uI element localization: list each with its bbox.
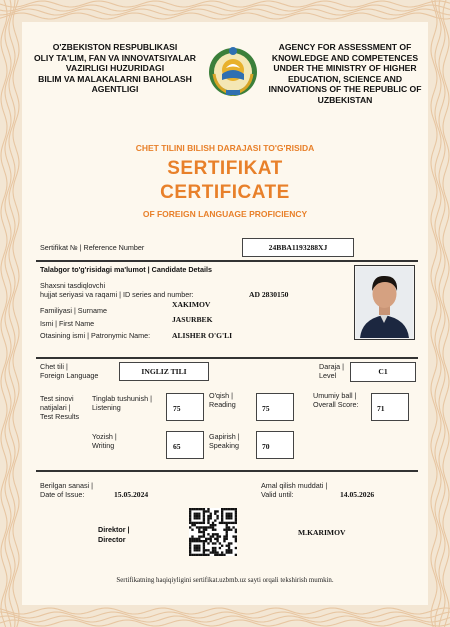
qr-module xyxy=(210,538,212,540)
valid-until-label-line1: Amal qilish muddati | xyxy=(261,481,328,490)
language-label-line1: Chet tili | xyxy=(40,362,68,371)
writing-label-line2: Writing xyxy=(92,441,115,450)
qr-module xyxy=(198,549,200,551)
qr-module xyxy=(221,508,223,510)
qr-module xyxy=(196,526,198,528)
qr-module xyxy=(216,538,218,540)
qr-module xyxy=(191,554,193,556)
qr-module xyxy=(189,551,191,553)
verification-note: Sertifikatning haqiqiyligini sertifikat.uzbmb.uz sayti orqali tekshirish mumkin. xyxy=(116,577,334,584)
listening-label-line2: Listening xyxy=(92,403,121,412)
qr-module xyxy=(230,529,232,531)
qr-module xyxy=(198,526,200,528)
qr-module xyxy=(219,535,221,537)
qr-module xyxy=(203,545,205,547)
speaking-score: 70 xyxy=(256,431,294,459)
qr-module xyxy=(194,515,196,517)
qr-module xyxy=(219,542,221,544)
qr-module xyxy=(221,510,223,512)
qr-module xyxy=(194,524,196,526)
qr-module xyxy=(207,515,209,517)
qr-module xyxy=(235,538,237,540)
qr-module xyxy=(214,549,216,551)
writing-label-line1: Yozish | xyxy=(92,432,117,441)
issuer-right-title: AGENCY FOR ASSESSMENT OF KNOWLEDGE AND COMPETENCES UNDER THE MINISTRY OF HIGHER EDUCATION, SCIENCE AND INNOVATIONS OF THE REPUBLIC OF UZBEKISTAN xyxy=(268,42,422,105)
qr-module xyxy=(207,519,209,521)
qr-module xyxy=(196,549,198,551)
qr-module xyxy=(228,522,230,524)
qr-module xyxy=(235,522,237,524)
level-label-line1: Daraja | xyxy=(319,362,345,371)
qr-module xyxy=(212,547,214,549)
qr-module xyxy=(207,522,209,524)
qr-module xyxy=(216,515,218,517)
qr-module xyxy=(232,535,234,537)
qr-module xyxy=(212,535,214,537)
qr-module xyxy=(216,535,218,537)
qr-module xyxy=(189,519,191,521)
qr-module xyxy=(230,549,232,551)
qr-module xyxy=(196,522,198,524)
qr-module xyxy=(198,545,200,547)
qr-module xyxy=(198,535,200,537)
qr-module xyxy=(212,529,214,531)
qr-module xyxy=(194,540,196,542)
qr-module xyxy=(216,551,218,553)
director-label-line2: Director xyxy=(98,535,126,544)
test-results-label-line3: Test Results xyxy=(40,412,80,421)
qr-module xyxy=(189,554,191,556)
qr-module xyxy=(200,540,202,542)
qr-module xyxy=(210,517,212,519)
qr-module xyxy=(210,524,212,526)
qr-module xyxy=(235,529,237,531)
qr-module xyxy=(198,529,200,531)
overall-label-line2: Overall Score: xyxy=(313,400,359,409)
qr-module xyxy=(228,547,230,549)
qr-module xyxy=(228,517,230,519)
qr-module xyxy=(226,551,228,553)
qr-module xyxy=(200,531,202,533)
qr-module xyxy=(198,515,200,517)
qr-module xyxy=(228,551,230,553)
overall-label-line1: Umumiy ball | xyxy=(313,391,357,400)
qr-module xyxy=(189,542,191,544)
qr-module xyxy=(196,515,198,517)
writing-score: 65 xyxy=(166,431,204,459)
qr-module xyxy=(235,540,237,542)
qr-module xyxy=(214,519,216,521)
qr-module xyxy=(203,540,205,542)
issuer-left-title: O'ZBEKISTON RESPUBLIKASI OLIY TA'LIM, FAN VA INNOVATSIYALAR VAZIRLIGI HUZURIDAGI BILIM VA MALAKALARNI BAHOLASH AGENTLIGI xyxy=(34,42,196,94)
qr-module xyxy=(223,540,225,542)
qr-module xyxy=(210,551,212,553)
qr-module xyxy=(196,538,198,540)
qr-module xyxy=(189,545,191,547)
qr-module xyxy=(212,533,214,535)
qr-module xyxy=(235,519,237,521)
title-subtitle-uz: CHET TILINI BILISH DARAJASI TO'G'RISIDA xyxy=(135,143,315,153)
qr-module xyxy=(214,551,216,553)
qr-module xyxy=(235,554,237,556)
qr-module xyxy=(198,531,200,533)
reading-score: 75 xyxy=(256,393,294,421)
qr-module xyxy=(230,542,232,544)
qr-module xyxy=(191,535,193,537)
test-results-label-line2: natijalari | xyxy=(40,403,71,412)
issue-date-label-line1: Berilgan sanasi | xyxy=(40,481,94,490)
candidate-section-title: Talabgor to'g'risidagi ma'lumot | Candidate Details xyxy=(40,265,212,274)
qr-module xyxy=(203,547,205,549)
qr-module xyxy=(207,533,209,535)
surname-label: Familiyasi | Surname xyxy=(40,306,107,315)
qr-module xyxy=(226,538,228,540)
qr-module xyxy=(212,549,214,551)
qr-module xyxy=(203,554,205,556)
qr-module xyxy=(221,522,223,524)
id-label-line2: hujjat seriyasi va raqami | ID series and number: xyxy=(40,290,194,299)
qr-module xyxy=(200,522,202,524)
qr-module xyxy=(228,526,230,528)
qr-module xyxy=(191,538,193,540)
qr-module xyxy=(214,533,216,535)
qr-module xyxy=(221,515,223,517)
qr-module xyxy=(221,554,223,556)
qr-module xyxy=(235,535,237,537)
qr-module xyxy=(198,554,200,556)
qr-module xyxy=(228,513,230,515)
qr-module xyxy=(189,547,191,549)
qr-module xyxy=(203,542,205,544)
reference-number-label: Sertifikat № | Reference Number xyxy=(40,243,145,252)
qr-module xyxy=(196,547,198,549)
qr-module xyxy=(226,524,228,526)
qr-module xyxy=(228,508,230,510)
qr-module xyxy=(196,508,198,510)
qr-module xyxy=(198,540,200,542)
qr-module xyxy=(228,515,230,517)
qr-module xyxy=(212,542,214,544)
qr-module xyxy=(189,510,191,512)
patronymic-label: Otasining ismi | Patronymic Name: xyxy=(40,331,151,340)
qr-module xyxy=(216,517,218,519)
surname-value: XAKIMOV xyxy=(172,300,211,309)
qr-module xyxy=(219,547,221,549)
qr-module xyxy=(198,522,200,524)
qr-module xyxy=(210,535,212,537)
qr-module xyxy=(198,508,200,510)
reference-number-value: 24BBA1193288XJ xyxy=(242,238,354,257)
qr-module xyxy=(189,515,191,517)
qr-module xyxy=(196,513,198,515)
qr-module xyxy=(223,522,225,524)
state-emblem-icon xyxy=(206,44,260,98)
valid-until-label-line2: Valid until: xyxy=(261,490,294,499)
qr-module xyxy=(194,517,196,519)
qr-module xyxy=(191,540,193,542)
speaking-label-line2: Speaking xyxy=(209,441,239,450)
qr-module xyxy=(191,522,193,524)
level-value: C1 xyxy=(350,362,416,382)
qr-module xyxy=(223,554,225,556)
id-value: AD 2830150 xyxy=(249,290,289,299)
director-label-line1: Direktor | xyxy=(98,525,130,534)
qr-module xyxy=(232,526,234,528)
patronymic-value: ALISHER O'G'LI xyxy=(172,331,233,340)
qr-module xyxy=(207,517,209,519)
level-label-line2: Level xyxy=(319,371,337,380)
qr-module xyxy=(221,517,223,519)
qr-module xyxy=(226,529,228,531)
qr-module xyxy=(194,545,196,547)
divider-top xyxy=(36,260,418,262)
qr-module xyxy=(226,531,228,533)
qr-module xyxy=(198,513,200,515)
qr-module xyxy=(235,515,237,517)
qr-module xyxy=(235,513,237,515)
qr-module xyxy=(203,529,205,531)
director-name: M.KARIMOV xyxy=(298,528,346,537)
qr-module xyxy=(194,549,196,551)
qr-module xyxy=(212,522,214,524)
qr-module xyxy=(235,531,237,533)
qr-module xyxy=(226,549,228,551)
qr-module xyxy=(194,554,196,556)
listening-score: 75 xyxy=(166,393,204,421)
qr-module xyxy=(214,529,216,531)
qr-module xyxy=(200,526,202,528)
qr-module xyxy=(194,538,196,540)
qr-module xyxy=(207,542,209,544)
qr-module xyxy=(189,513,191,515)
test-results-label-line1: Test sinovi xyxy=(40,394,74,403)
qr-module xyxy=(226,545,228,547)
overall-score: 71 xyxy=(371,393,409,421)
title-main-en: CERTIFICATE xyxy=(160,182,290,203)
qr-module xyxy=(198,517,200,519)
qr-module xyxy=(232,508,234,510)
qr-module xyxy=(226,526,228,528)
divider-bottom xyxy=(36,470,418,472)
title-subtitle-en: OF FOREIGN LANGUAGE PROFICIENCY xyxy=(142,209,308,219)
qr-module xyxy=(223,538,225,540)
qr-module xyxy=(196,545,198,547)
qr-module xyxy=(230,513,232,515)
qr-module xyxy=(210,513,212,515)
first-name-label: Ismi | First Name xyxy=(40,319,95,328)
qr-module xyxy=(207,549,209,551)
qr-module xyxy=(207,554,209,556)
qr-module xyxy=(214,542,216,544)
qr-module xyxy=(214,547,216,549)
qr-module xyxy=(205,529,207,531)
qr-module xyxy=(210,526,212,528)
qr-module xyxy=(223,535,225,537)
qr-module xyxy=(221,545,223,547)
qr-module xyxy=(205,538,207,540)
divider-middle xyxy=(36,357,418,359)
qr-module xyxy=(203,533,205,535)
title-main-uz: SERTIFIKAT xyxy=(167,158,283,179)
language-value: INGLIZ TILI xyxy=(119,362,209,381)
qr-module xyxy=(230,517,232,519)
qr-module xyxy=(210,515,212,517)
qr-module xyxy=(203,551,205,553)
qr-module xyxy=(212,526,214,528)
qr-module xyxy=(228,542,230,544)
qr-module xyxy=(205,526,207,528)
qr-code-icon xyxy=(189,508,237,556)
issue-date-value: 15.05.2024 xyxy=(114,490,149,499)
qr-module xyxy=(235,510,237,512)
qr-module xyxy=(205,510,207,512)
qr-module xyxy=(196,554,198,556)
qr-module xyxy=(226,513,228,515)
qr-module xyxy=(219,554,221,556)
qr-module xyxy=(230,508,232,510)
qr-module xyxy=(214,510,216,512)
qr-module xyxy=(226,522,228,524)
valid-until-value: 14.05.2026 xyxy=(340,490,375,499)
qr-module xyxy=(226,517,228,519)
qr-module xyxy=(207,538,209,540)
qr-module xyxy=(207,508,209,510)
qr-module xyxy=(214,554,216,556)
language-label-line2: Foreign Language xyxy=(40,371,99,380)
reading-label-line2: Reading xyxy=(209,400,236,409)
qr-module xyxy=(194,508,196,510)
qr-module xyxy=(203,526,205,528)
qr-module xyxy=(200,535,202,537)
qr-module xyxy=(214,513,216,515)
qr-module xyxy=(189,549,191,551)
qr-module xyxy=(200,554,202,556)
qr-module xyxy=(207,510,209,512)
qr-module xyxy=(221,513,223,515)
qr-module xyxy=(205,549,207,551)
qr-module xyxy=(200,508,202,510)
qr-module xyxy=(194,547,196,549)
listening-label-line1: Tinglab tushunish | xyxy=(92,394,152,403)
qr-module xyxy=(189,540,191,542)
qr-module xyxy=(216,540,218,542)
id-label-line1: Shaxsni tasdiqlovchi xyxy=(40,281,106,290)
qr-module xyxy=(216,533,218,535)
qr-module xyxy=(210,540,212,542)
qr-module xyxy=(235,547,237,549)
qr-module xyxy=(232,522,234,524)
reading-label-line1: O'qish | xyxy=(209,391,234,400)
first-name-value: JASURBEK xyxy=(172,315,213,324)
qr-module xyxy=(205,540,207,542)
qr-module xyxy=(194,513,196,515)
qr-module xyxy=(189,526,191,528)
qr-module xyxy=(198,547,200,549)
qr-module xyxy=(235,517,237,519)
qr-module xyxy=(194,522,196,524)
qr-module xyxy=(212,524,214,526)
qr-module xyxy=(212,551,214,553)
issue-date-label-line2: Date of Issue: xyxy=(40,490,85,499)
qr-module xyxy=(203,515,205,517)
qr-module xyxy=(230,522,232,524)
candidate-photo-icon xyxy=(354,265,415,340)
qr-module xyxy=(205,554,207,556)
qr-module xyxy=(203,522,205,524)
qr-module xyxy=(226,533,228,535)
qr-module xyxy=(196,540,198,542)
qr-module xyxy=(189,517,191,519)
qr-module xyxy=(230,551,232,553)
qr-module xyxy=(216,554,218,556)
qr-module xyxy=(196,517,198,519)
qr-module xyxy=(221,519,223,521)
qr-module xyxy=(203,508,205,510)
qr-module xyxy=(203,513,205,515)
speaking-label-line1: Gapirish | xyxy=(209,432,240,441)
qr-module xyxy=(203,549,205,551)
qr-module xyxy=(189,508,191,510)
qr-module xyxy=(223,508,225,510)
qr-module xyxy=(189,522,191,524)
qr-module xyxy=(203,517,205,519)
qr-module xyxy=(203,519,205,521)
qr-module xyxy=(203,510,205,512)
qr-module xyxy=(214,538,216,540)
qr-module xyxy=(230,515,232,517)
qr-module xyxy=(228,545,230,547)
qr-module xyxy=(223,529,225,531)
qr-module xyxy=(226,535,228,537)
qr-module xyxy=(189,538,191,540)
qr-module xyxy=(191,529,193,531)
qr-module xyxy=(226,508,228,510)
qr-module xyxy=(207,526,209,528)
qr-module xyxy=(228,529,230,531)
qr-module xyxy=(235,508,237,510)
qr-module xyxy=(198,538,200,540)
qr-module xyxy=(203,535,205,537)
qr-module xyxy=(214,524,216,526)
qr-module xyxy=(228,549,230,551)
qr-module xyxy=(226,515,228,517)
qr-module xyxy=(216,510,218,512)
qr-module xyxy=(191,524,193,526)
qr-module xyxy=(221,551,223,553)
qr-module xyxy=(191,508,193,510)
qr-module xyxy=(203,531,205,533)
qr-module xyxy=(219,522,221,524)
